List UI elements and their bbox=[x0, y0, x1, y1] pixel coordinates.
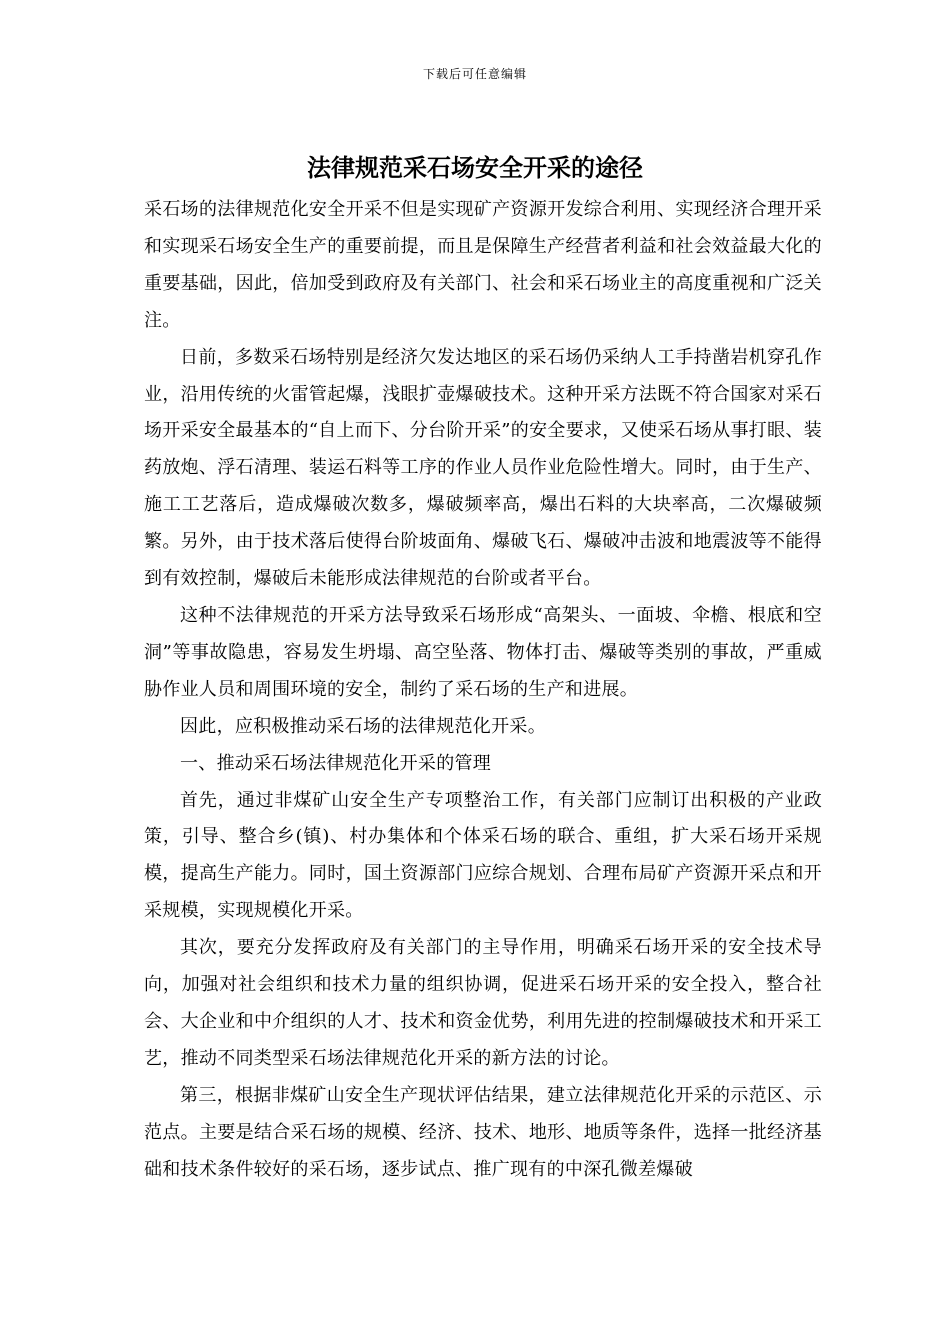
paragraph-conclusion: 因此，应积极推动采石场的法律规范化开采。 bbox=[180, 715, 546, 737]
paragraph-hazards: 这种不法律规范的开采方法导致采石场形成“高架头、一面坡、伞檐、根底和空洞”等事故隐患，容易发生坍塌、高空坠落、物体打击、爆破等类别的事故，严重威胁作业人员和周围环境的安全，制约了采石场的生产和进展。 bbox=[144, 604, 822, 700]
paragraph-first: 首先，通过非煤矿山安全生产专项整治工作，有关部门应制订出积极的产业政策，引导、整合乡(镇)、村办集体和个体采石场的联合、重组，扩大采石场开采规模，提高生产能力。同时，国土资源部门应综合规划、合理布局矿产资源开采点和开采规模，实现规模化开采。 bbox=[144, 789, 822, 922]
document-title: 法律规范采石场安全开采的途径 bbox=[307, 154, 643, 182]
section-heading-management: 一、推动采石场法律规范化开采的管理 bbox=[180, 752, 492, 774]
document-body bbox=[144, 192, 822, 1188]
paragraph-current-status: 日前，多数采石场特别是经济欠发达地区的采石场仍采纳人工手持凿岩机穿孔作业，沿用传统的火雷管起爆，浅眼扩壶爆破技术。这种开采方法既不符合国家对采石场开采安全最基本的“自上而下、分台阶开采”的安全要求，又使采石场从事打眼、装药放炮、浮石清理、装运石料等工序的作业人员作业危险性增大。同时，由于生产、施工工艺落后，造成爆破次数多，爆破频率高，爆出石料的大块率高，二次爆破频繁。另外，由于技术落后使得台阶坡面角、爆破飞石、爆破冲击波和地震波等不能得到有效控制，爆破后未能形成法律规范的台阶或者平台。 bbox=[144, 346, 822, 590]
header-note: 下载后可任意编辑 bbox=[422, 67, 527, 81]
paragraph-intro: 采石场的法律规范化安全开采不但是实现矿产资源开发综合利用、实现经济合理开采和实现采石场安全生产的重要前提，而且是保障生产经营者利益和社会效益最大化的重要基础，因此，倍加受到政府及有关部门、社会和采石场业主的高度重视和广泛关注。 bbox=[144, 199, 822, 331]
paragraph-second: 其次，要充分发挥政府及有关部门的主导作用，明确采石场开采的安全技术导向，加强对社会组织和技术力量的组织协调，促进采石场开采的安全投入，整合社会、大企业和中介组织的人才、技术和资金优势，利用先进的控制爆破技术和开采工艺，推动不同类型采石场法律规范化开采的新方法的讨论。 bbox=[144, 937, 822, 1069]
paragraph-third: 第三，根据非煤矿山安全生产现状评估结果，建立法律规范化开采的示范区、示范点。主要是结合采石场的规模、经济、技术、地形、地质等条件，选择一批经济基础和技术条件较好的采石场，逐步试点、推广现有的中深孔微差爆破 bbox=[144, 1084, 822, 1180]
